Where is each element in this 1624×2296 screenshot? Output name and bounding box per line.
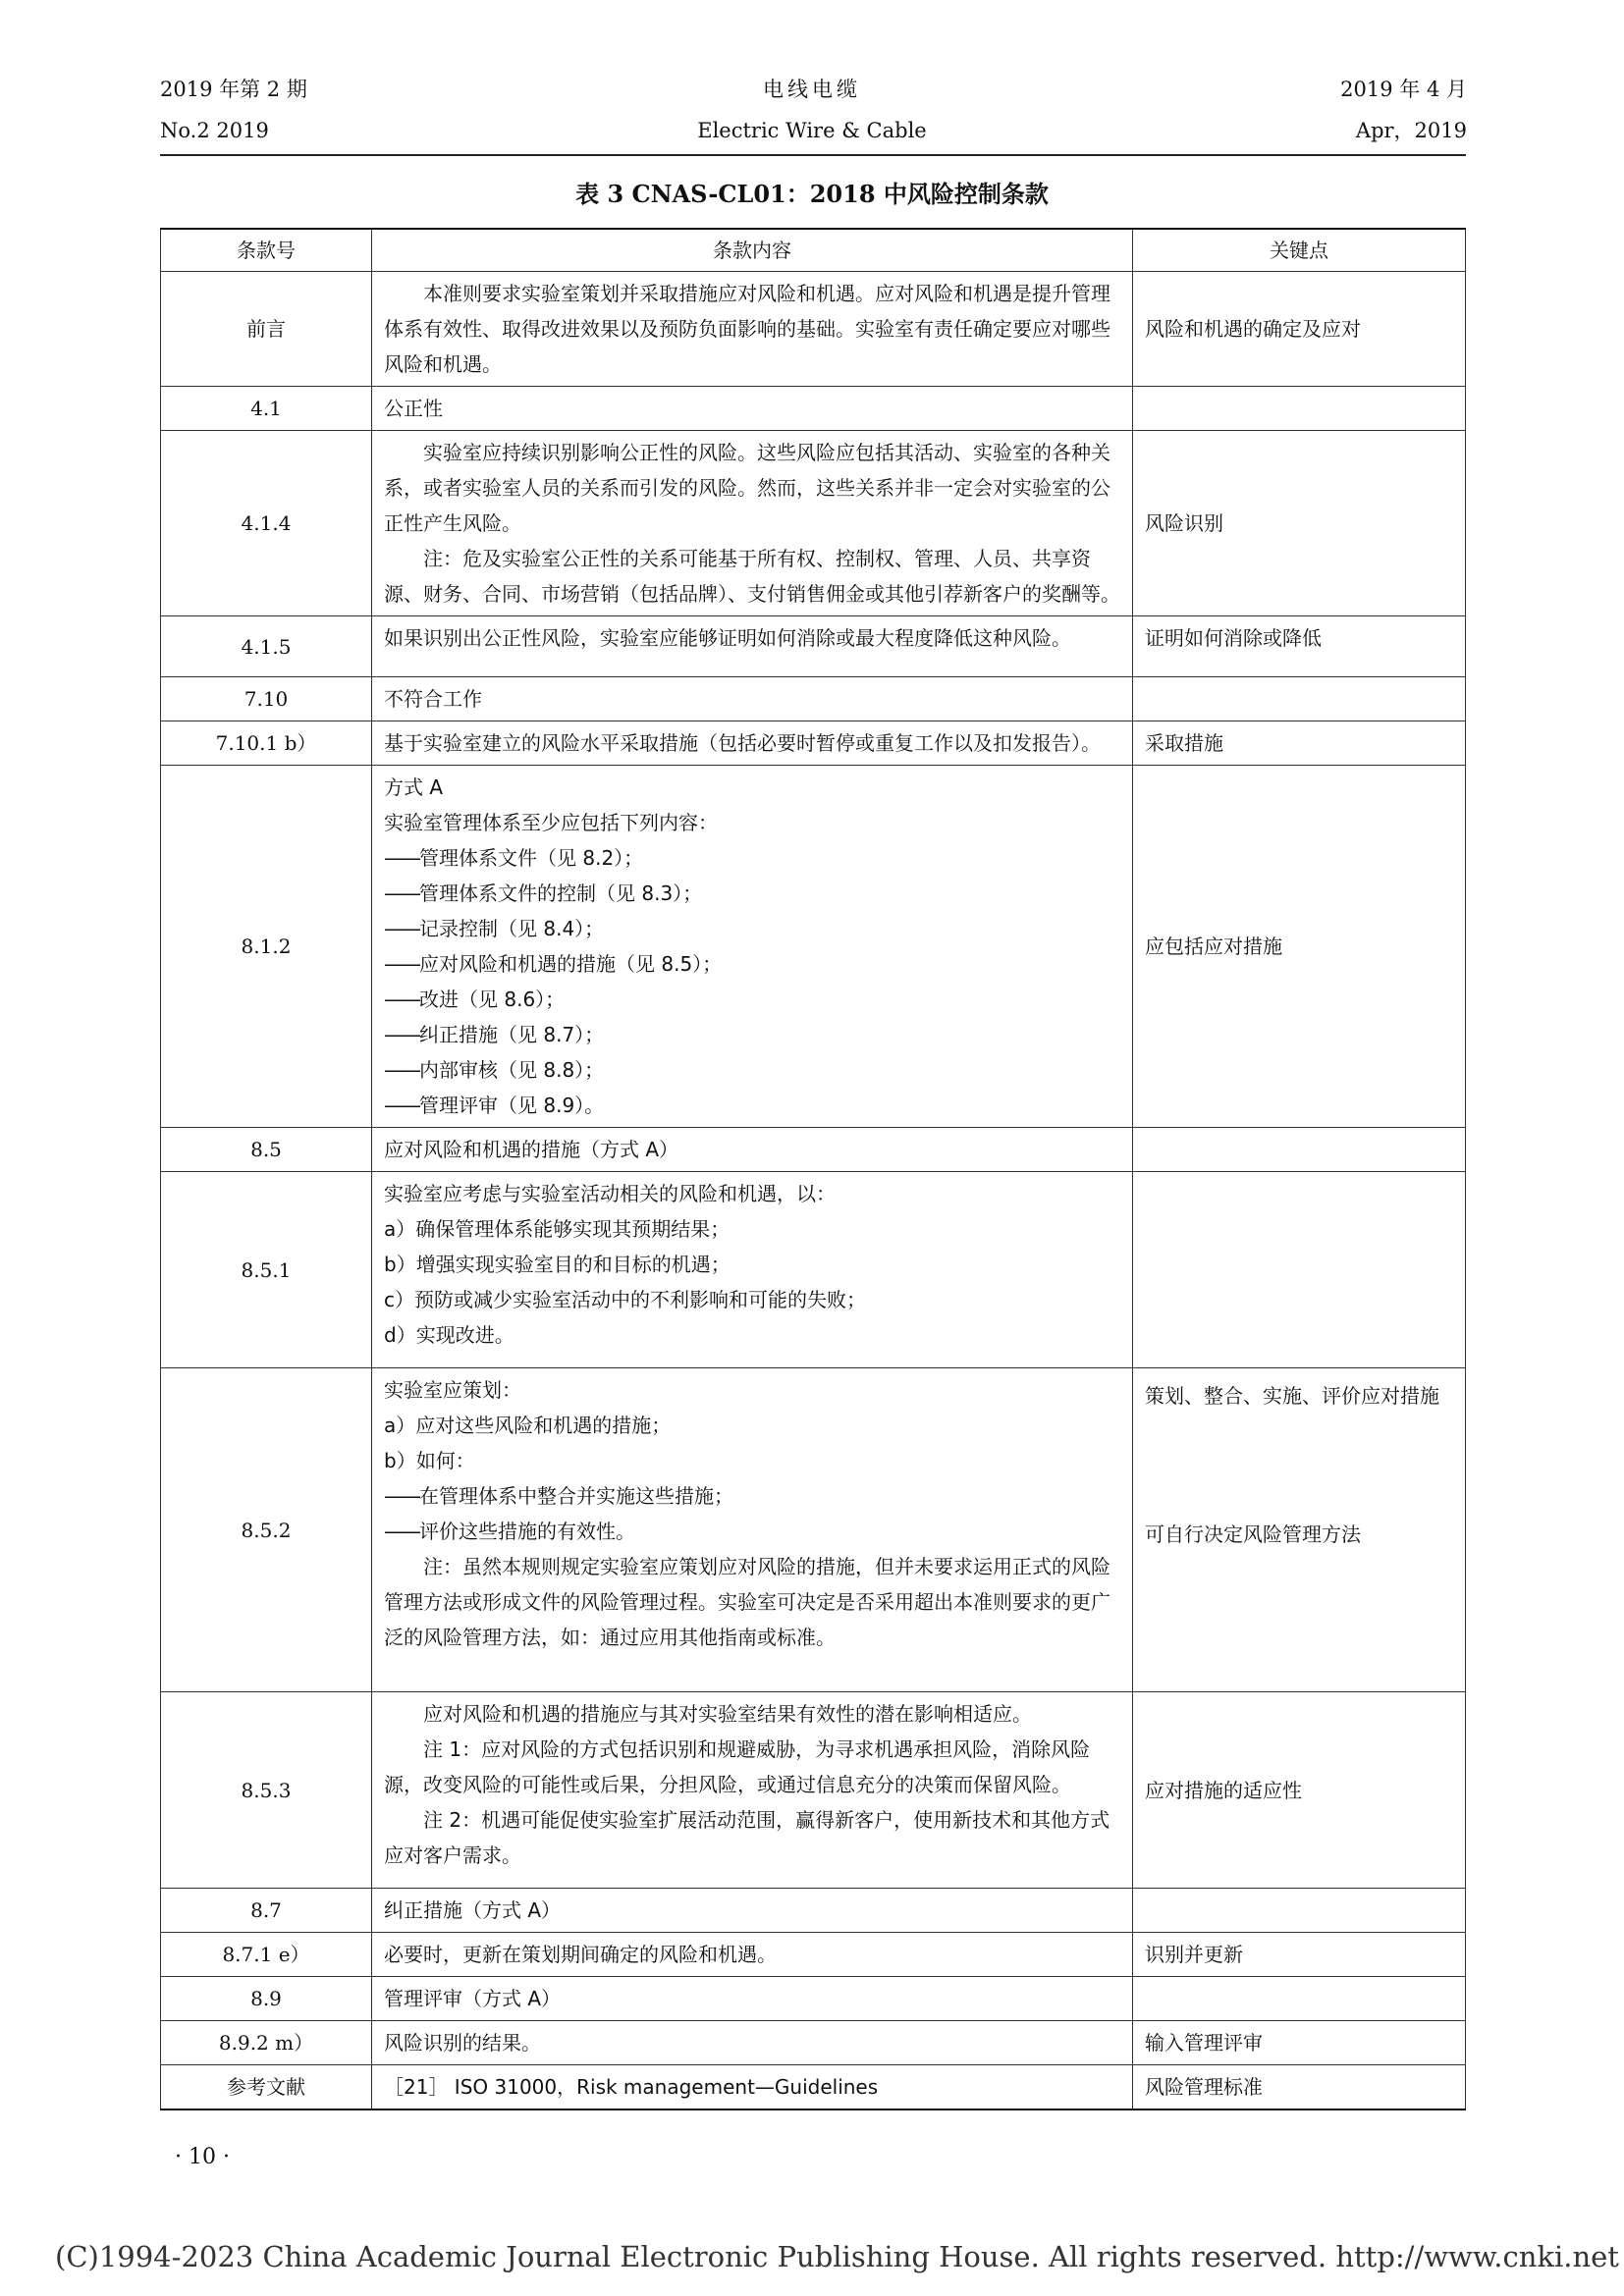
content-list-item: b）增强实现实验室目的和目标的机遇； [384,1253,731,1276]
table-row [161,387,1466,431]
clause-no: 8.7.1 e） [161,1933,372,1977]
content-line: 实验室应策划： [384,1378,521,1402]
key-point [1133,1889,1466,1933]
table-row [161,1933,1466,1977]
clause-no: 前言 [161,272,372,387]
key-point: 策划、整合、实施、评价应对措施 [1145,1384,1439,1408]
clause-content [372,1977,1133,2021]
table-row [161,2065,1466,2110]
key-point: 应对措施的适应性 [1133,1692,1466,1889]
clause-content [372,1172,1133,1368]
clause-no: 8.9 [161,1977,372,2021]
content-list-item: —— 管理评审（见 8.9）。 [384,1088,1120,1123]
table-row [161,1977,1466,2021]
key-point: 证明如何消除或降低 [1133,616,1466,677]
table-row [161,1172,1466,1368]
clause-no: 8.7 [161,1889,372,1933]
clause-no: 7.10 [161,677,372,721]
key-point [1133,1128,1466,1172]
content-list-item: —— 记录控制（见 8.4）； [384,911,1120,946]
clause-no: 8.5.2 [161,1368,372,1692]
journal-title-cn: 电线电缆 [763,78,861,101]
content-list-item: c）预防或减少实验室活动中的不利影响和可能的失败； [384,1288,866,1311]
content-line: 纠正措施（方式 A） [384,1898,562,1922]
header-rule [160,154,1466,156]
key-point-cell [1133,1368,1466,1692]
issue-en: No.2 2019 [160,119,269,142]
table-row [161,431,1466,616]
table-row [161,1889,1466,1933]
clause-no: 7.10.1 b） [161,721,372,766]
content-line: 实验室应考虑与实验室活动相关的风险和机遇，以： [384,1182,836,1205]
content-line: 应对风险和机遇的措施应与其对实验室结果有效性的潜在影响相适应。 [423,1702,1032,1726]
date-cn: 2019 年 4 月 [1340,78,1467,101]
clause-content [372,272,1133,387]
content-line: 基于实验室建立的风险水平采取措施（包括必要时暂停或重复工作以及扣发报告）。 [384,731,1101,755]
key-point-secondary: 可自行决定风险管理方法 [1145,1522,1361,1546]
content-list-item: —— 纠正措施（见 8.7）； [384,1017,1120,1052]
risk-control-table [160,228,1466,2110]
clause-content [372,2065,1133,2110]
table-row [161,721,1466,766]
table-row [161,272,1466,387]
clause-no: 4.1 [161,387,372,431]
clause-no: 参考文献 [161,2065,372,2110]
clause-no: 8.9.2 m） [161,2021,372,2065]
header-clause-content: 条款内容 [372,229,1133,272]
content-line: 本准则要求实验室策划并采取措施应对风险和机遇。应对风险和机遇是提升管理体系有效性、取得改进效果以及预防负面影响的基础。实验室有责任确定要应对哪些风险和机遇。 [384,282,1110,376]
clause-content [372,677,1133,721]
clause-content [372,1368,1133,1692]
table-row [161,766,1466,1128]
content-list-item: —— 内部审核（见 8.8）； [384,1052,1120,1088]
content-note: 注 1：应对风险的方式包括识别和规避威胁，为寻求机遇承担风险，消除风险源，改变风险的可能性或后果，分担风险，或通过信息充分的决策而保留风险。 [384,1737,1091,1796]
reference-entry: ［21］ ISO 31000，Risk management—Guidelines [384,2075,879,2099]
clause-content [372,766,1133,1128]
clause-content [372,1933,1133,1977]
content-note: 注：虽然本规则规定实验室应策划应对风险的措施，但并未要求运用正式的风险管理方法或形成文件的风险管理过程。实验室可决定是否采用超出本准则要求的更广泛的风险管理方法，如：通过应用其他指南或标准。 [384,1555,1110,1649]
header-key-point: 关键点 [1133,229,1466,272]
content-line: 实验室应持续识别影响公正性的风险。这些风险应包括其活动、实验室的各种关系，或者实验室人员的关系而引发的风险。然而，这些关系并非一定会对实验室的公正性产生风险。 [384,441,1110,535]
table-header-row [161,229,1466,272]
clause-no: 4.1.5 [161,616,372,677]
content-list-item: b）如何： [384,1449,475,1472]
copyright-notice: (C)1994-2023 China Academic Journal Electronic Publishing House. All rights reserved. http://www.cnki.net [55,2240,1619,2273]
date-en: Apr，2019 [1355,119,1467,142]
clause-content [372,1128,1133,1172]
key-point: 风险管理标准 [1133,2065,1466,2110]
content-list-item: —— 应对风险和机遇的措施（见 8.5）； [384,946,1120,982]
clause-content [372,616,1133,677]
content-list-item: a）确保管理体系能够实现其预期结果； [384,1217,731,1241]
content-list-item: —— 改进（见 8.6）； [384,982,1120,1017]
content-list-item: a）应对这些风险和机遇的措施； [384,1414,672,1437]
header-clause-no: 条款号 [161,229,372,272]
key-point: 采取措施 [1133,721,1466,766]
content-line: 管理评审（方式 A） [384,1987,562,2010]
content-line: 应对风险和机遇的措施（方式 A） [384,1138,679,1161]
key-point: 风险和机遇的确定及应对 [1133,272,1466,387]
content-line: 必要时，更新在策划期间确定的风险和机遇。 [384,1943,777,1966]
clause-content [372,387,1133,431]
key-point [1133,387,1466,431]
content-line: 公正性 [384,397,443,420]
content-line: 如果识别出公正性风险，实验室应能够证明如何消除或最大程度降低这种风险。 [384,626,1071,650]
clause-no: 8.5 [161,1128,372,1172]
content-list-item: d）实现改进。 [384,1323,514,1347]
content-line: 方式 A [384,775,444,799]
content-line: 实验室管理体系至少应包括下列内容： [384,811,718,834]
clause-no: 8.5.3 [161,1692,372,1889]
journal-title-en: Electric Wire & Cable [697,119,927,142]
clause-no: 8.1.2 [161,766,372,1128]
content-line: 不符合工作 [384,687,482,711]
clause-no: 8.5.1 [161,1172,372,1368]
key-point: 应包括应对措施 [1133,766,1466,1128]
table-row [161,1368,1466,1692]
table-row [161,1692,1466,1889]
key-point [1133,677,1466,721]
key-point: 输入管理评审 [1133,2021,1466,2065]
table-title: 表 3 CNAS-CL01：2018 中风险控制条款 [575,180,1049,208]
table-row [161,1128,1466,1172]
clause-content [372,431,1133,616]
key-point [1133,1172,1466,1368]
clause-content [372,1692,1133,1889]
content-list-item: —— 管理体系文件的控制（见 8.3）； [384,876,1120,911]
table-row [161,2021,1466,2065]
issue-cn: 2019 年第 2 期 [160,78,307,101]
content-list-item: —— 评价这些措施的有效性。 [384,1514,1120,1549]
page-number: · 10 · [175,2145,230,2169]
clause-content [372,1889,1133,1933]
clause-no: 4.1.4 [161,431,372,616]
table-row [161,677,1466,721]
content-note: 注：危及实验室公正性的关系可能基于所有权、控制权、管理、人员、共享资源、财务、合同、市场营销（包括品牌）、支付销售佣金或其他引荐新客户的奖酬等。 [384,547,1120,606]
content-note: 注 2：机遇可能促使实验室扩展活动范围，赢得新客户，使用新技术和其他方式应对客户需求。 [384,1808,1110,1867]
content-list-item: —— 管理体系文件（见 8.2）； [384,840,1120,876]
content-list-item: —— 在管理体系中整合并实施这些措施； [384,1478,1120,1514]
key-point [1133,1977,1466,2021]
clause-content [372,2021,1133,2065]
table-row [161,616,1466,677]
key-point: 识别并更新 [1133,1933,1466,1977]
clause-content [372,721,1133,766]
content-line: 风险识别的结果。 [384,2031,541,2055]
key-point: 风险识别 [1133,431,1466,616]
